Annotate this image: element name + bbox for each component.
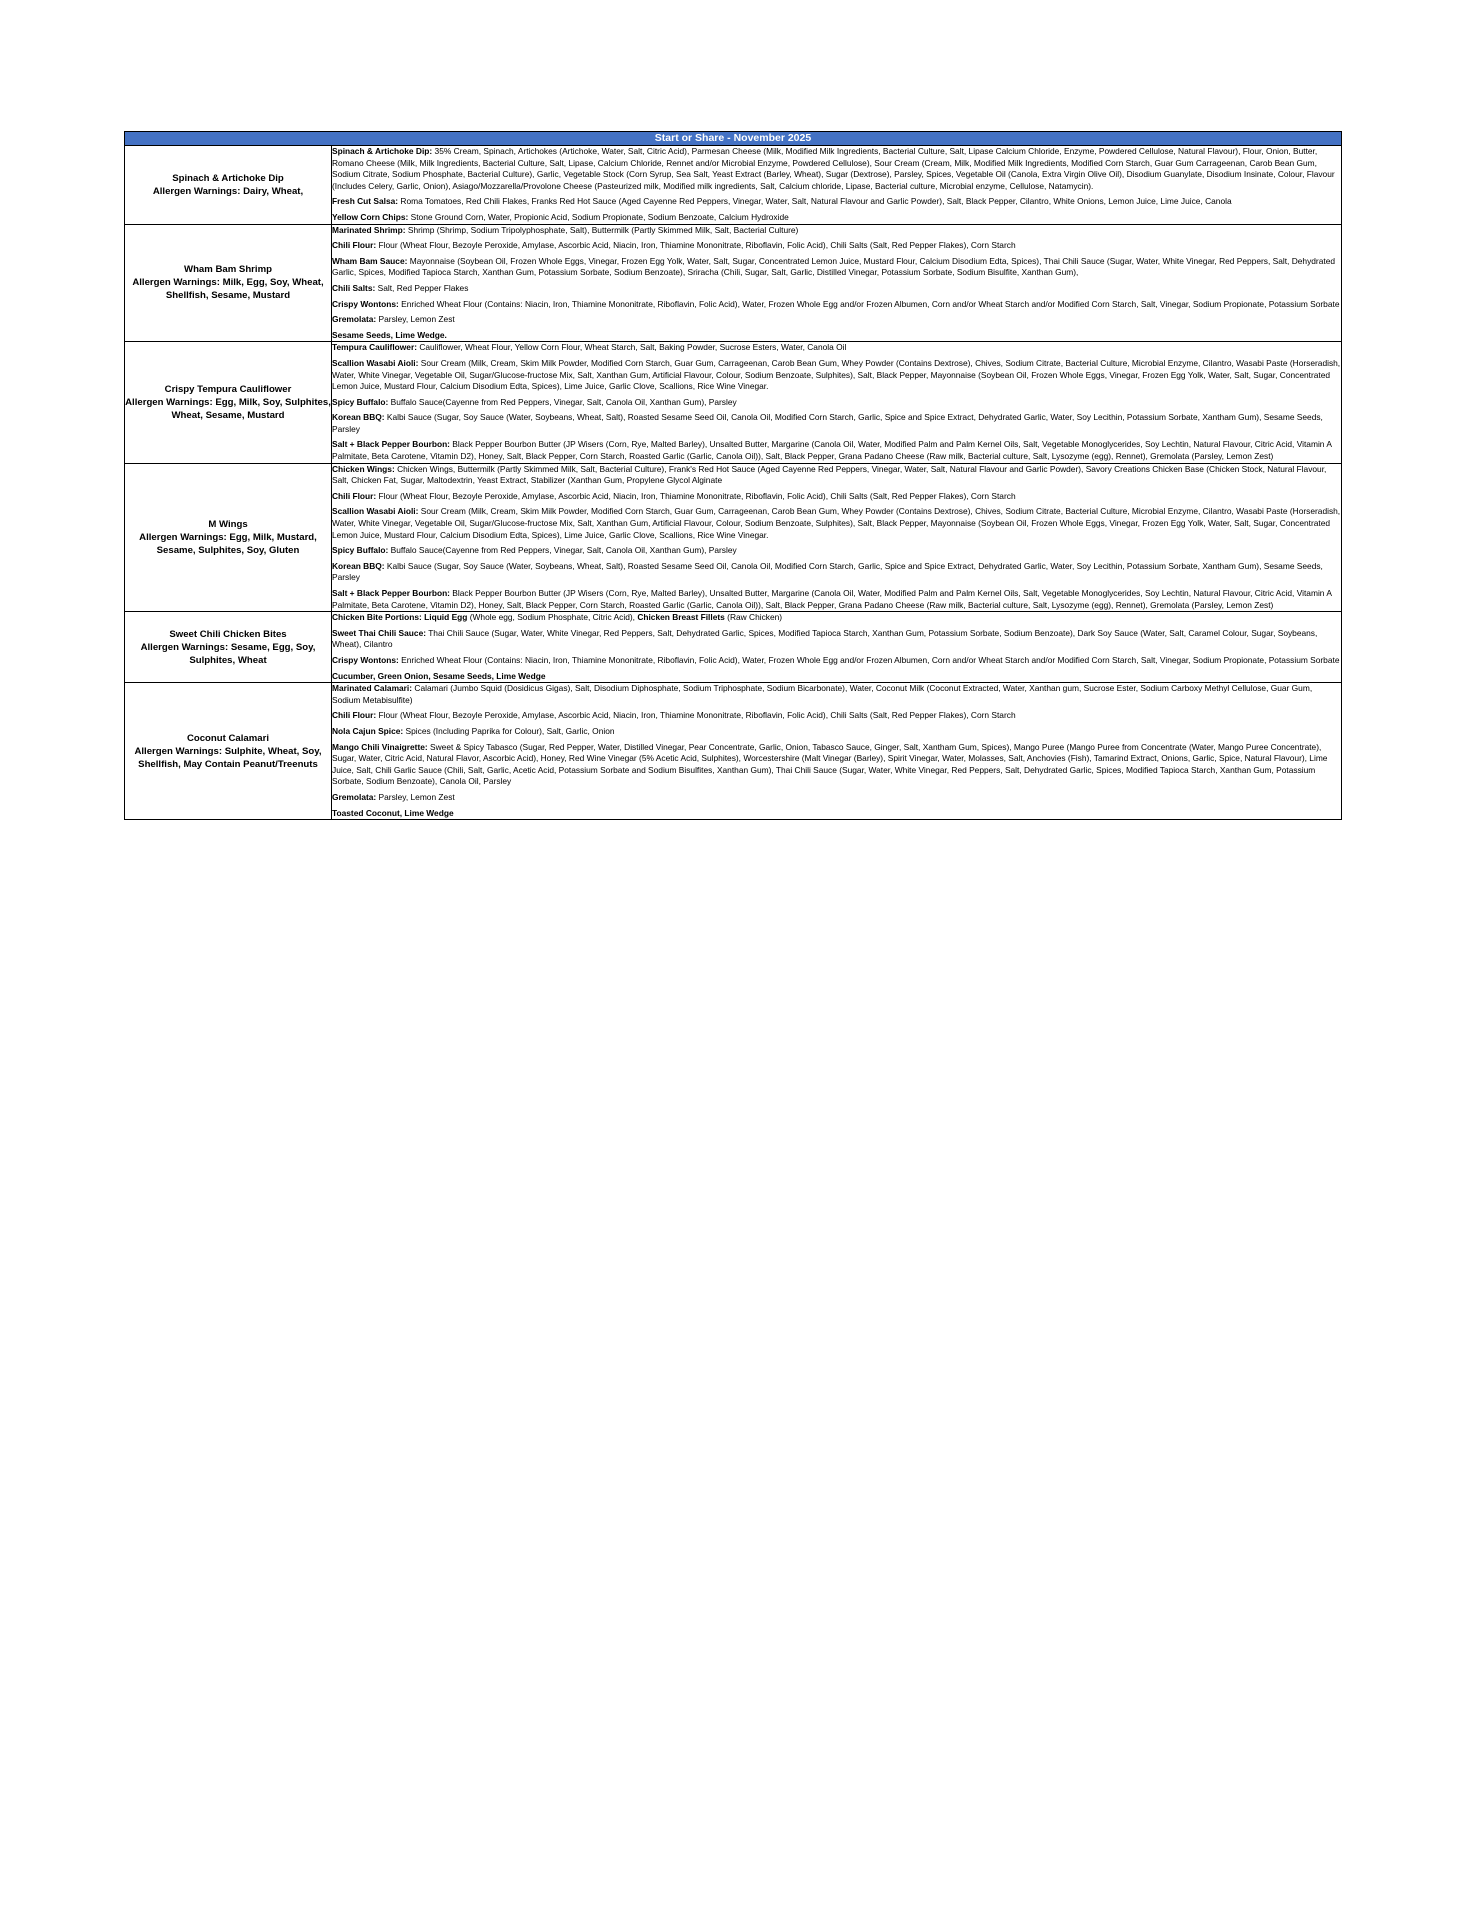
ingredient-line [332, 808, 1341, 820]
component-ingredients: Shrimp (Shrimp, Sodium Tripolyphosphate, Salt), Buttermilk (Partly Skimmed Milk, Salt, Bacterial Culture) [405, 224, 799, 235]
component-ingredients: Flour (Wheat Flour, Bezoyle Peroxide, Amylase, Ascorbic Acid, Niacin, Iron, Thiamine Mononitrate, Riboflavin, Folic Acid), Chili Salts (Salt, Red Pepper Flakes), Corn Starch [376, 490, 1016, 501]
component-ingredients: Calamari (Jumbo Squid (Dosidicus Gigas), Salt, Disodium Diphosphate, Sodium Triphosphate, Sodium Bicarbonate), Water, Coconut Milk (Coconut Extracted, Water, Xanthan gum, Sucrose Ester, Sodium Carboxy Methyl Cellulose, Guar Gum, Sodium Metabisulfite) [332, 683, 1313, 705]
dish-name: Wham Bam Shrimp [184, 264, 272, 276]
ingredient-line [332, 342, 1341, 354]
ingredients-cell [332, 612, 1342, 683]
table-row [125, 683, 1342, 820]
ingredient-line [332, 742, 1341, 788]
ingredient-line [332, 146, 1341, 192]
component-label: Chili Flour: [332, 710, 377, 721]
component-label: Spicy Buffalo: [332, 545, 389, 556]
ingredient-line [332, 683, 1341, 706]
component-ingredients: Cauliflower, Wheat Flour, Yellow Corn Flour, Wheat Starch, Salt, Baking Powder, Sucrose Esters, Water, Canola Oil [417, 342, 847, 353]
table-row [125, 612, 1342, 683]
ingredient-line [332, 506, 1341, 541]
component-ingredients: Enriched Wheat Flour (Contains: Niacin, Iron, Thiamine Mononitrate, Riboflavin, Folic Acid), Water, Frozen Whole Egg and/or Frozen Albumen, Corn and/or Wheat Starch and/or Modified Corn Starch, Salt, Vinegar, Sodium Propionate, Potassium Sorbate [398, 654, 1340, 665]
component-ingredients: Mayonnaise (Soybean Oil, Frozen Whole Eggs, Vinegar, Frozen Egg Yolk, Water, Salt, Sugar, Concentrated Lemon Juice, Mustard Flour, Calcium Disodium Edta, Spices), Thai Chili Sauce (Sugar, Water, White Vinegar, Red Peppers, Salt, Dehydrated Garlic, Spices, Modified Tapioca Starch, Xanthan Gum, Potassium Sorbate, Sodium Benzoate), Sriracha (Chili, Sugar, Salt, Garlic, Distilled Vinegar, Potassium Sorbate, Sodium Bisulfite, Xanthan Gum), [332, 255, 1336, 278]
dish-name: Coconut Calamari [186, 732, 270, 744]
component-label: Gremolata: [332, 791, 377, 802]
dish-name: M Wings [208, 518, 248, 530]
component-ingredients: Sweet & Spicy Tabasco (Sugar, Red Pepper, Water, Distilled Vinegar, Pear Concentrate, Garlic, Onion, Tabasco Sauce, Ginger, Salt, Xantham Gum, Spices), Mango Puree (Mango Puree from Concentrate (Water, Mango Puree Concentrate), Sugar, Water, Citric Acid, Natural Flavor, Ascorbic Acid), Honey, Red Wine Vinegar (5% Acetic Acid, Sulphites), Worcestershire (Malt Vinegar (Barley), Spirit Vinegar, Water, Molasses, Salt, Anchovies (Fish), Tamarind Extract, Onions, Garlic, Spice, Natural Flavour), Lime Juice, Salt, Chili Garlic Sauce (Chili, Salt, Garlic, Acetic Acid, Potassium Sorbate and Sodium Bisulfites, Xanthan Gum), Thai Chili Sauce (Sugar, Water, White Vinegar, Red Peppers, Salt, Dehydrated Garlic, Spices, Modified Tapioca Starch, Xanthan Gum, Potassium Sorbate, Sodium Benzoate), Canola Oil, Parsley [332, 741, 1328, 787]
dish-name: Sweet Chili Chicken Bites [169, 628, 287, 640]
component-label: Spinach & Artichoke Dip: [332, 146, 433, 156]
allergen-warnings: Allergen Warnings: Egg, Milk, Mustard, Sesame, Sulphites, Soy, Gluten [139, 531, 317, 556]
component-label: Tempura Cauliflower: [332, 342, 418, 353]
dish-cell [125, 612, 332, 683]
ingredients-cell [332, 224, 1342, 342]
component-ingredients: Black Pepper Bourbon Butter (JP Wisers (Corn, Rye, Malted Barley), Unsalted Butter, Margarine (Canola Oil, Water, Modified Palm and Palm Kernel Oils, Salt, Vegetable Monoglycerides, Soy Lechtin, Natural Flavour, Citric Acid, Vitamin A Palmitate, Beta Carotene, Vitamin D2), Honey, Salt, Black Pepper, Corn Starch, Roasted Garlic (Garlic, Canola Oil)), Salt, Black Pepper, Grana Padano Cheese (Raw milk, Bacterial culture, Salt, Lysozyme (egg), Rennet), Gremolata (Parsley, Lemon Zest) [332, 439, 1332, 462]
ingredient-line [332, 628, 1341, 651]
component-label: Korean BBQ: [332, 412, 385, 423]
component-label: Chicken Wings: [332, 463, 395, 474]
component-ingredients: (Whole egg, Sodium Phosphate, Citric Acid), [467, 612, 638, 623]
component-ingredients: Black Pepper Bourbon Butter (JP Wisers (Corn, Rye, Malted Barley), Unsalted Butter, Margarine (Canola Oil, Water, Modified Palm and Palm Kernel Oils, Salt, Vegetable Monoglycerides, Soy Lechtin, Natural Flavour, Citric Acid, Vitamin A Palmitate, Beta Carotene, Vitamin D2), Honey, Salt, Black Pepper, Corn Starch, Roasted Garlic (Garlic, Canola Oil)), Salt, Black Pepper, Grana Padano Cheese (Raw milk, Bacterial culture, Salt, Lysozyme (egg), Rennet), Gremolata (Parsley, Lemon Zest) [332, 588, 1332, 610]
component-label: Chili Flour: [332, 240, 377, 251]
ingredient-line [332, 545, 1341, 557]
ingredient-line [332, 710, 1341, 722]
ingredient-line [332, 314, 1341, 326]
table-body [125, 146, 1342, 820]
ingredient-line [332, 671, 1341, 683]
component-label: Mango Chili Vinaigrette: [332, 741, 428, 752]
component-ingredients: Thai Chili Sauce (Sugar, Water, White Vinegar, Red Peppers, Salt, Dehydrated Garlic, Spices, Modified Tapioca Starch, Xanthan Gum, Potassium Sorbate, Sodium Benzoate), Dark Soy Sauce (Water, Salt, Caramel Colour, Sugar, Soybeans, Wheat), Cilantro [332, 627, 1318, 650]
dish-cell [125, 224, 332, 342]
component-label: Crispy Wontons: [332, 298, 399, 309]
component-ingredients: Spices (Including Paprika for Colour), Salt, Garlic, Onion [403, 725, 615, 736]
dish-name: Spinach & Artichoke Dip [172, 172, 284, 184]
component-ingredients: Buffalo Sauce(Cayenne from Red Peppers, Vinegar, Salt, Canola Oil, Xanthan Gum), Parsley [388, 396, 737, 407]
component-label: Yellow Corn Chips: [332, 211, 409, 222]
ingredient-line [332, 561, 1341, 584]
allergen-warnings: Allergen Warnings: Dairy, Wheat, [152, 185, 304, 197]
component-label: Chili Flour: [332, 490, 377, 501]
component-label: Sweet Thai Chili Sauce: [332, 627, 427, 638]
ingredients-cell [332, 683, 1342, 820]
table-row [125, 224, 1342, 342]
ingredient-line [332, 491, 1341, 503]
dish-cell [125, 342, 332, 463]
ingredient-line [332, 464, 1341, 487]
component-label: Marinated Calamari: [332, 683, 413, 694]
component-label: Korean BBQ: [332, 560, 385, 571]
component-ingredients: Salt, Red Pepper Flakes [375, 282, 469, 293]
allergen-table [124, 131, 1342, 820]
component-label: Cucumber, Green Onion, Sesame Seeds, Lime Wedge [332, 670, 546, 681]
ingredient-line [332, 439, 1341, 462]
component-ingredients: Chicken Wings, Buttermilk (Partly Skimmed Milk, Salt, Bacterial Culture), Frank's Red Hot Sauce (Aged Cayenne Red Peppers, Vinegar, Water, Salt, Natural Flavour and Garlic Powder), Savory Creations Chicken Base (Chicken Stock, Natural Flavour, Salt, Chicken Fat, Sugar, Maltodextrin, Yeast Extract, Stabilizer (Xanthan Gum, Propylene Glycol Alginate [332, 463, 1327, 486]
component-label: Gremolata: [332, 314, 377, 325]
component-ingredients: Flour (Wheat Flour, Bezoyle Peroxide, Amylase, Ascorbic Acid, Niacin, Iron, Thiamine Mononitrate, Riboflavin, Folic Acid), Chili Salts (Salt, Red Pepper Flakes), Corn Starch [376, 240, 1016, 251]
ingredient-line [332, 655, 1341, 667]
ingredient-line [332, 412, 1341, 435]
table-row [125, 342, 1342, 463]
component-label: Chicken Bite Portions: Liquid Egg [332, 612, 468, 623]
component-ingredients: Sour Cream (Milk, Cream, Skim Milk Powder, Modified Corn Starch, Guar Gum, Carrageenan, Carob Bean Gum, Whey Powder (Contains Dextrose), Chives, Sodium Citrate, Bacterial Culture, Microbial Enzyme, Cilantro, Wasabi Paste (Horseradish, Water, White Vinegar, Vegetable Oil, Sugar/Glucose-fructose Mix, Salt, Xanthan Gum, Artificial Flavour, Colour, Sodium Benzoate, Sulphites), Salt, Black Pepper, Mayonnaise (Soybean Oil, Frozen Whole Eggs, Vinegar, Frozen Egg Yolk, Water, Salt, Sugar, Concentrated Lemon Juice, Mustard Flour, Calcium Disodium Edta, Spices), Lime Juice, Garlic Clove, Scallions, Rice Wine Vinegar. [332, 506, 1341, 540]
component-ingredients: Parsley, Lemon Zest [376, 791, 455, 802]
component-ingredients: Buffalo Sauce(Cayenne from Red Peppers, Vinegar, Salt, Canola Oil, Xanthan Gum), Parsley [388, 545, 737, 556]
component-label: Toasted Coconut, Lime Wedge [332, 807, 454, 818]
ingredient-line [332, 240, 1341, 252]
ingredients-cell [332, 463, 1342, 612]
component-label: Wham Bam Sauce: [332, 255, 408, 266]
ingredient-line [332, 588, 1341, 611]
ingredients-cell [332, 146, 1342, 225]
ingredient-line [332, 358, 1341, 393]
component-ingredients: Flour (Wheat Flour, Bezoyle Peroxide, Amylase, Ascorbic Acid, Niacin, Iron, Thiamine Mononitrate, Riboflavin, Folic Acid), Chili Salts (Salt, Red Pepper Flakes), Corn Starch [376, 710, 1016, 721]
component-ingredients: Stone Ground Corn, Water, Propionic Acid, Sodium Propionate, Sodium Benzoate, Calcium Hydroxide [408, 211, 789, 222]
component-ingredients: Parsley, Lemon Zest [376, 314, 455, 325]
dish-name: Crispy Tempura Cauliflower [164, 383, 292, 395]
component-label: Sesame Seeds, Lime Wedge. [332, 329, 447, 340]
ingredient-line [332, 283, 1341, 295]
allergen-warnings: Allergen Warnings: Sulphite, Wheat, Soy, Shellfish, May Contain Peanut/Treenuts [134, 745, 322, 770]
component-label: Nola Cajun Spice: [332, 725, 404, 736]
dish-cell [125, 146, 332, 225]
table-row [125, 146, 1342, 225]
allergen-warnings: Allergen Warnings: Egg, Milk, Soy, Sulphites, Wheat, Sesame, Mustard [125, 396, 331, 421]
ingredient-line [332, 397, 1341, 409]
component-ingredients: (Raw Chicken) [724, 612, 783, 623]
allergen-warnings: Allergen Warnings: Milk, Egg, Soy, Wheat, Shellfish, Sesame, Mustard [132, 277, 324, 302]
component-label: Spicy Buffalo: [332, 396, 389, 407]
ingredient-line [332, 726, 1341, 738]
ingredients-cell [332, 342, 1342, 463]
component-label: Scallion Wasabi Aioli: [332, 357, 419, 368]
dish-cell [125, 463, 332, 612]
component-label: Chicken Breast Fillets [637, 612, 725, 623]
table-title: Start or Share - November 2025 [125, 132, 1342, 146]
ingredient-line [332, 792, 1341, 804]
ingredient-line [332, 256, 1341, 279]
ingredient-line [332, 612, 1341, 624]
component-label: Crispy Wontons: [332, 654, 399, 665]
component-label: Chili Salts: [332, 282, 376, 293]
component-ingredients: 35% Cream, Spinach, Artichokes (Artichoke, Water, Salt, Citric Acid), Parmesan Cheese (Milk, Modified Milk Ingredients, Bacterial Culture, Salt, Lipase Calcium Chloride, Enzyme, Powdered Cellulose, Natural Flavour), Flour, Onion, Butter, Romano Cheese (Milk, Milk Ingredients, Bacterial Culture, Salt, Lipase, Calcium Chloride, Rennet and/or Microbial Enzyme, Powdered Cellulose), Sour Cream (Cream, Milk, Modified Milk Ingredients, Modified Corn Starch, Guar Gum Carrageenan, Carob Bean Gum, Sodium Citrate, Sodium Phosphate, Bacterial Culture), Garlic, Vegetable Stock (Corn Syrup, Sea Salt, Yeast Extract (Barley, Wheat), Sugar (Dextrose), Parsley, Spices, Vegetable Oil (Canola, Extra Virgin Olive Oil), Disodium Guanylate, Disodium Insinate, Colour, Flavour (Includes Celery, Garlic, Onion), Asiago/Mozzarella/Provolone Cheese (Pasteurized milk, Modified milk ingredients, Salt, Calcium chloride, Lipase, Bacterial culture, Microbial enzyme, Cellulose, Natamycin). [332, 146, 1335, 191]
component-label: Scallion Wasabi Aioli: [332, 506, 419, 517]
ingredient-line [332, 330, 1341, 342]
ingredient-line [332, 212, 1341, 224]
component-label: Marinated Shrimp: [332, 224, 406, 235]
component-ingredients: Roma Tomatoes, Red Chili Flakes, Franks Red Hot Sauce (Aged Cayenne Red Peppers, Vinegar, Water, Salt, Natural Flavour and Garlic Powder), Salt, Black Pepper, Cilantro, White Onions, Lemon Juice, Lime Juice, Canola [398, 196, 1232, 207]
component-ingredients: Kalbi Sauce (Sugar, Soy Sauce (Water, Soybeans, Wheat, Salt), Roasted Sesame Seed Oil, Canola Oil, Modified Corn Starch, Garlic, Spice and Spice Extract, Dehydrated Garlic, Water, Soy Lecithin, Potassium Sorbate, Xantham Gum), Sesame Seeds, Parsley [332, 560, 1323, 583]
component-label: Fresh Cut Salsa: [332, 196, 399, 207]
component-ingredients: Sour Cream (Milk, Cream, Skim Milk Powder, Modified Corn Starch, Guar Gum, Carrageenan, Carob Bean Gum, Whey Powder (Contains Dextrose), Chives, Sodium Citrate, Bacterial Culture, Microbial Enzyme, Cilantro, Wasabi Paste (Horseradish, Water, White Vinegar, Vegetable Oil, Sugar/Glucose-fructose Mix, Salt, Xanthan Gum, Artificial Flavour, Colour, Sodium Benzoate, Sulphites), Salt, Black Pepper, Mayonnaise (Soybean Oil, Frozen Whole Eggs, Vinegar, Frozen Egg Yolk, Water, Salt, Sugar, Concentrated Lemon Juice, Mustard Flour, Calcium Disodium Edta, Spices), Lime Juice, Garlic Clove, Scallions, Rice Wine Vinegar. [332, 357, 1341, 392]
ingredient-line [332, 196, 1341, 208]
component-label: Salt + Black Pepper Bourbon: [332, 588, 450, 598]
allergen-warnings: Allergen Warnings: Sesame, Egg, Soy, Sulphites, Wheat [140, 641, 316, 666]
table-row [125, 463, 1342, 612]
ingredient-line [332, 225, 1341, 237]
component-ingredients: Enriched Wheat Flour (Contains: Niacin, Iron, Thiamine Mononitrate, Riboflavin, Folic Acid), Water, Frozen Whole Egg and/or Frozen Albumen, Corn and/or Wheat Starch and/or Modified Corn Starch, Salt, Vinegar, Sodium Propionate, Potassium Sorbate [398, 298, 1340, 309]
dish-cell [125, 683, 332, 820]
component-label: Salt + Black Pepper Bourbon: [332, 439, 450, 450]
ingredient-line [332, 299, 1341, 311]
component-ingredients: Kalbi Sauce (Sugar, Soy Sauce (Water, Soybeans, Wheat, Salt), Roasted Sesame Seed Oil, Canola Oil, Modified Corn Starch, Garlic, Spice and Spice Extract, Dehydrated Garlic, Water, Soy Lecithin, Potassium Sorbate, Xantham Gum), Sesame Seeds, Parsley [332, 412, 1323, 434]
